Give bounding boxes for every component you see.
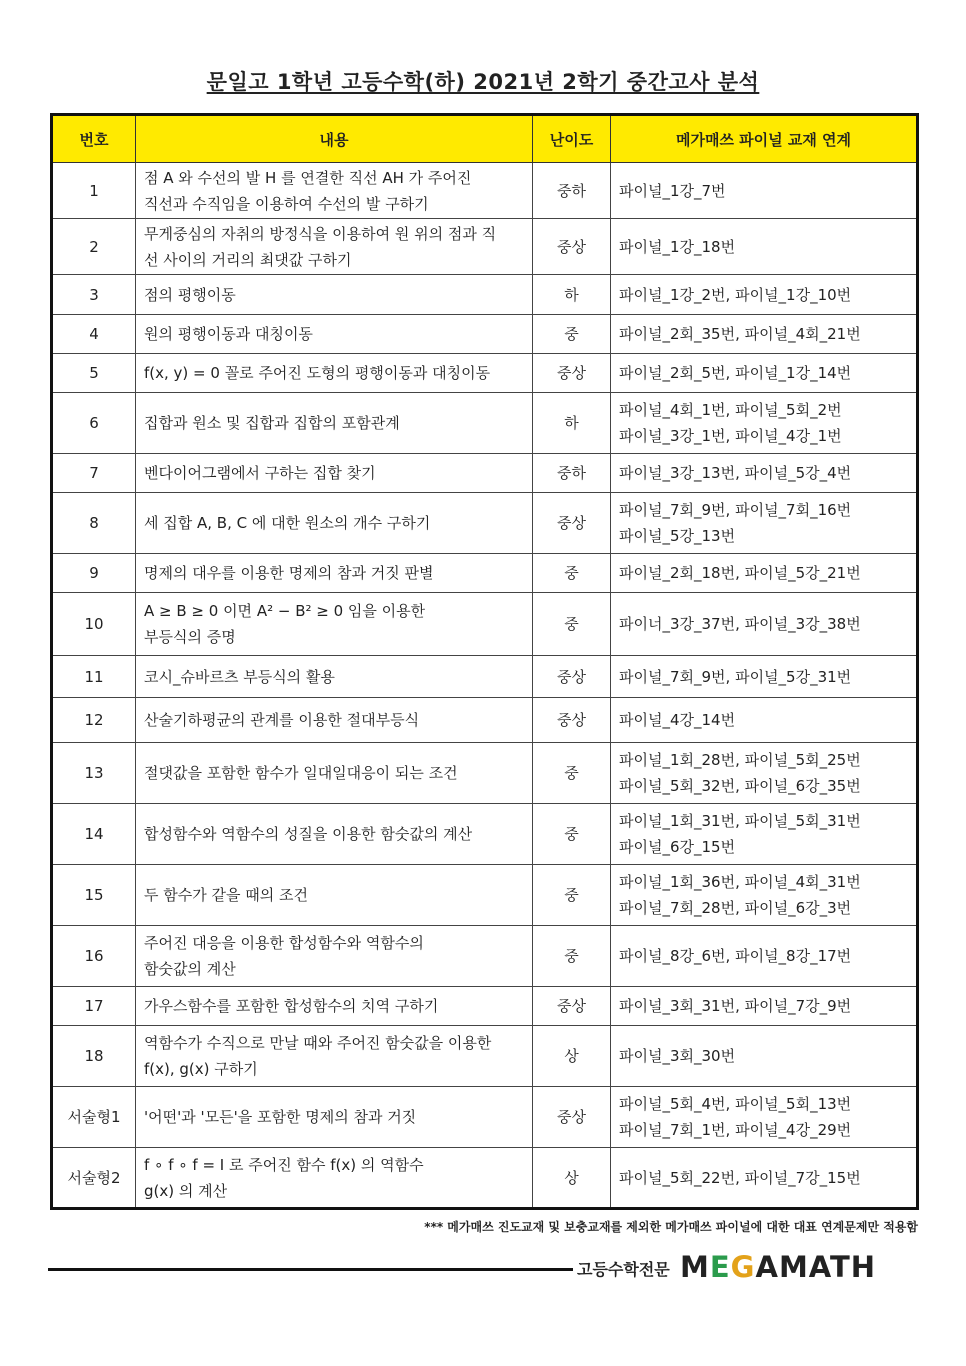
content-line: 주어진 대응을 이용한 합성함수와 역함수의 (144, 934, 424, 952)
row-difficulty: 중상 (533, 698, 611, 743)
row-content (136, 315, 533, 354)
link-line: 파이널_7회_28번, 파이널_6강_3번 (619, 899, 852, 917)
row-number: 5 (52, 354, 136, 393)
content-line: 점 A 와 수선의 발 H 를 연결한 직선 AH 가 주어진 (144, 168, 472, 187)
row-linked-problems (611, 454, 918, 493)
table-row (52, 804, 918, 865)
row-content (136, 1026, 533, 1087)
row-difficulty: 중 (533, 315, 611, 354)
row-content (136, 393, 533, 454)
row-difficulty: 중하 (533, 454, 611, 493)
link-line: 파이널_2회_18번, 파이널_5강_21번 (619, 564, 861, 582)
table-row (52, 656, 918, 698)
content-line: 선 사이의 거리의 최댓값 구하기 (144, 250, 352, 269)
content-line: f(x, y) = 0 꼴로 주어진 도형의 평행이동과 대칭이동 (144, 364, 491, 382)
logo-letter: M (680, 1250, 710, 1284)
footer-divider (48, 1268, 573, 1271)
row-difficulty: 중상 (533, 219, 611, 275)
row-linked-problems (611, 865, 918, 926)
link-line: 파이널_5강_13번 (619, 527, 736, 545)
link-line: 파이널_2회_35번, 파이널_4회_21번 (619, 325, 861, 343)
header-number: 번호 (52, 115, 136, 163)
row-difficulty: 하 (533, 393, 611, 454)
row-linked-problems (611, 493, 918, 554)
content-line: 두 함수가 같을 때의 조건 (144, 886, 308, 904)
table-row (52, 865, 918, 926)
row-linked-problems (611, 593, 918, 656)
link-line: 파이널_3회_30번 (619, 1047, 736, 1065)
table-row (52, 926, 918, 987)
content-line: g(x) 의 계산 (144, 1181, 228, 1200)
row-linked-problems (611, 163, 918, 219)
link-line: 파이널_3강_1번, 파이널_4강_1번 (619, 427, 842, 445)
link-line: 파이널_7회_1번, 파이널_4강_29번 (619, 1121, 852, 1139)
content-line: 세 집합 A, B, C 에 대한 원소의 개수 구하기 (144, 514, 431, 532)
row-content (136, 493, 533, 554)
link-line: 파이널_1회_36번, 파이널_4회_31번 (619, 873, 861, 891)
row-content (136, 554, 533, 593)
content-line: 합성함수와 역함수의 성질을 이용한 함숫값의 계산 (144, 825, 473, 843)
row-difficulty: 하 (533, 275, 611, 315)
footnote: *** 메가매쓰 진도교재 및 보충교재를 제외한 메가매쓰 파이널에 대한 대표 연계문제만 적용함 (424, 1220, 918, 1234)
logo-letter: H (850, 1250, 877, 1284)
row-number: 17 (52, 987, 136, 1026)
row-number: 서술형1 (52, 1087, 136, 1148)
table-row (52, 315, 918, 354)
link-line: 파이널_3강_13번, 파이널_5강_4번 (619, 464, 852, 482)
header-linked-problems: 메가매쓰 파이널 교재 연계 (611, 115, 918, 163)
row-linked-problems (611, 1087, 918, 1148)
link-line: 파이널_1강_18번 (619, 237, 736, 256)
row-content (136, 219, 533, 275)
row-number: 12 (52, 698, 136, 743)
row-difficulty: 중상 (533, 493, 611, 554)
row-number: 7 (52, 454, 136, 493)
row-content (136, 275, 533, 315)
link-line: 파이널_1회_31번, 파이널_5회_31번 (619, 812, 861, 830)
row-number: 8 (52, 493, 136, 554)
row-linked-problems (611, 315, 918, 354)
row-difficulty: 중 (533, 926, 611, 987)
table-row (52, 1026, 918, 1087)
row-linked-problems (611, 354, 918, 393)
content-line: 코시_슈바르츠 부등식의 활용 (144, 667, 335, 686)
row-difficulty: 상 (533, 1148, 611, 1209)
row-difficulty: 중상 (533, 1087, 611, 1148)
row-linked-problems (611, 698, 918, 743)
logo-letter: M (778, 1250, 809, 1284)
logo-letter: A (808, 1250, 830, 1284)
row-linked-problems (611, 275, 918, 315)
content-line: 산술기하평균의 관계를 이용한 절대부등식 (144, 711, 420, 729)
row-number: 13 (52, 743, 136, 804)
row-content (136, 804, 533, 865)
row-difficulty: 중상 (533, 987, 611, 1026)
row-content (136, 926, 533, 987)
row-linked-problems (611, 1026, 918, 1087)
row-content (136, 163, 533, 219)
content-line: 절댓값을 포함한 함수가 일대일대응이 되는 조건 (144, 764, 458, 782)
row-difficulty: 중상 (533, 354, 611, 393)
header-content: 내용 (136, 115, 533, 163)
content-line: 함숫값의 계산 (144, 960, 236, 978)
table-row (52, 743, 918, 804)
logo-letter: T (830, 1250, 851, 1284)
content-line: 원의 평행이동과 대칭이동 (144, 325, 313, 343)
table-row (52, 987, 918, 1026)
content-line: A ≥ B ≥ 0 이면 A² − B² ≥ 0 임을 이용한 (144, 602, 426, 620)
row-linked-problems (611, 219, 918, 275)
table-row (52, 554, 918, 593)
link-line: 파이널_1강_2번, 파이널_1강_10번 (619, 285, 852, 304)
table-row (52, 1087, 918, 1148)
row-number: 6 (52, 393, 136, 454)
row-content (136, 743, 533, 804)
link-line: 파이널_4회_1번, 파이널_5회_2번 (619, 401, 842, 419)
link-line: 파이널_8강_6번, 파이널_8강_17번 (619, 947, 852, 965)
content-line: f ∘ f ∘ f = I 로 주어진 함수 f(x) 의 역함수 (144, 1155, 424, 1174)
row-number: 15 (52, 865, 136, 926)
row-linked-problems (611, 987, 918, 1026)
page-title: 문일고 1학년 고등수학(하) 2021년 2학기 중간고사 분석 (206, 70, 760, 94)
row-content (136, 1087, 533, 1148)
row-content (136, 1148, 533, 1209)
link-line: 파이널_6강_15번 (619, 838, 736, 856)
row-linked-problems (611, 804, 918, 865)
table-row (52, 219, 918, 275)
row-difficulty: 중상 (533, 656, 611, 698)
content-line: f(x), g(x) 구하기 (144, 1060, 258, 1078)
content-line: 점의 평행이동 (144, 285, 236, 304)
content-line: 부등식의 증명 (144, 628, 236, 646)
content-line: 가우스함수를 포함한 합성함수의 치역 구하기 (144, 997, 439, 1015)
row-linked-problems (611, 554, 918, 593)
row-content (136, 354, 533, 393)
row-linked-problems (611, 656, 918, 698)
row-number: 서술형2 (52, 1148, 136, 1209)
row-number: 11 (52, 656, 136, 698)
row-number: 18 (52, 1026, 136, 1087)
table-row (52, 393, 918, 454)
exam-analysis-table (50, 113, 919, 1210)
row-content (136, 987, 533, 1026)
link-line: 파이널_7회_9번, 파이널_7회_16번 (619, 501, 852, 519)
row-number: 4 (52, 315, 136, 354)
table-row (52, 163, 918, 219)
table-row (52, 275, 918, 315)
link-line: 파이널_5회_32번, 파이널_6강_35번 (619, 777, 861, 795)
row-content (136, 593, 533, 656)
row-number: 3 (52, 275, 136, 315)
link-line: 파이널_2회_5번, 파이널_1강_14번 (619, 364, 852, 382)
link-line: 파이널_5회_4번, 파이널_5회_13번 (619, 1095, 852, 1113)
content-line: 명제의 대우를 이용한 명제의 참과 거짓 판별 (144, 564, 434, 582)
link-line: 파이널_7회_9번, 파이널_5강_31번 (619, 667, 852, 686)
row-difficulty: 중 (533, 865, 611, 926)
row-linked-problems (611, 926, 918, 987)
link-line: 파이너_3강_37번, 파이널_3강_38번 (619, 615, 861, 633)
logo-letter: G (730, 1250, 756, 1284)
row-content (136, 698, 533, 743)
table-row (52, 493, 918, 554)
footer-subtitle: 고등수학전문 (577, 1260, 670, 1279)
row-linked-problems (611, 393, 918, 454)
table-row (52, 698, 918, 743)
content-line: 집합과 원소 및 집합과 집합의 포함관계 (144, 414, 400, 432)
content-line: 무게중심의 자취의 방정식을 이용하여 원 위의 점과 직 (144, 224, 497, 243)
row-difficulty: 중 (533, 554, 611, 593)
row-number: 14 (52, 804, 136, 865)
row-linked-problems (611, 743, 918, 804)
content-line: 벤다이어그램에서 구하는 집합 찾기 (144, 464, 376, 482)
row-difficulty: 중 (533, 743, 611, 804)
link-line: 파이널_3회_31번, 파이널_7강_9번 (619, 997, 852, 1015)
row-number: 1 (52, 163, 136, 219)
row-number: 10 (52, 593, 136, 656)
table-row (52, 1148, 918, 1209)
link-line: 파이널_1회_28번, 파이널_5회_25번 (619, 751, 861, 769)
row-difficulty: 중 (533, 593, 611, 656)
header-difficulty: 난이도 (533, 115, 611, 163)
row-content (136, 656, 533, 698)
link-line: 파이널_5회_22번, 파이널_7강_15번 (619, 1168, 861, 1187)
link-line: 파이널_1강_7번 (619, 181, 726, 200)
table-header-row (52, 115, 918, 163)
row-number: 2 (52, 219, 136, 275)
logo-letter: E (709, 1250, 731, 1284)
row-linked-problems (611, 1148, 918, 1209)
row-number: 9 (52, 554, 136, 593)
table-row (52, 454, 918, 493)
logo-letter: A (755, 1250, 779, 1284)
content-line: 직선과 수직임을 이용하여 수선의 발 구하기 (144, 194, 429, 213)
content-line: 역함수가 수직으로 만날 때와 주어진 함숫값을 이용한 (144, 1034, 492, 1052)
content-line: '어떤'과 '모든'을 포함한 명제의 참과 거짓 (144, 1108, 417, 1126)
row-content (136, 454, 533, 493)
row-difficulty: 중 (533, 804, 611, 865)
table-row (52, 593, 918, 656)
table-row (52, 354, 918, 393)
row-difficulty: 상 (533, 1026, 611, 1087)
row-difficulty: 중하 (533, 163, 611, 219)
row-number: 16 (52, 926, 136, 987)
megamath-logo (680, 1250, 876, 1284)
link-line: 파이널_4강_14번 (619, 711, 736, 729)
row-content (136, 865, 533, 926)
